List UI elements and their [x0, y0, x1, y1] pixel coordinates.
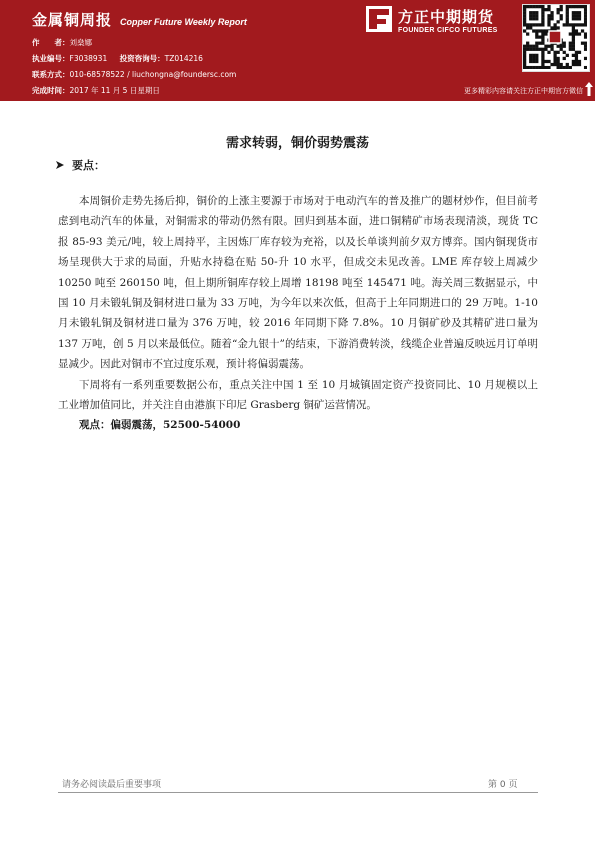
report-name-cn: 金属铜周报: [32, 11, 113, 29]
date-line: [32, 85, 160, 96]
arrow-up-icon: [585, 82, 593, 96]
wechat-follow-note: 更多精彩内容请关注方正中期官方微信: [464, 87, 583, 95]
key-points-heading: [56, 157, 105, 173]
report-name-en: Copper Future Weekly Report: [120, 17, 247, 27]
author-value: 刘燊娜: [69, 38, 92, 47]
report-header: [0, 0, 595, 101]
article-title: 需求转弱，铜价弱势震荡: [225, 136, 369, 151]
founder-logo-icon: [366, 6, 392, 32]
contact-line: [32, 69, 236, 80]
license-label: 执业编号：: [32, 54, 70, 63]
company-name-cn: 方正中期期货: [398, 8, 495, 26]
advisor-label: 投资咨询号：: [119, 54, 165, 63]
author-line: [32, 37, 92, 48]
date-value: 2017 年 11 月 5 日星期日: [69, 86, 160, 95]
license-line: [32, 53, 203, 64]
contact-label: 联系方式：: [32, 70, 70, 79]
key-points-label: 要点：: [72, 159, 105, 172]
footer-disclaimer: 请务必阅读最后重要事项: [62, 780, 162, 790]
paragraph-1: 本周铜价走势先扬后抑，铜价的上涨主要源于市场对于电动汽车的普及推广的题材炒作，但目前考虑到电动汽车的体量，对铜需求的带动仍然有限。回归到基本面，进口铜精矿市场表现清淡，现货 TC 报 85-93 美元/吨，较上周持平，主因炼厂库存较为充裕，以及长单谈判前夕双方博弈。国内铜现货市场呈现供大于求的局面，升贴水持稳在贴 50-升 10 水平，但成交未见改善。LME 库存较上周减少 10250 吨至 260150 吨，但上期所铜库存较上周增 18198 吨至 145471 吨。海关周三数据显示，中国 10 月未锻轧铜及铜材进口量为 33 万吨，为今年以来次低，但高于上年同期进口的 29 万吨。1-10 月未锻轧铜及铜材进口量为 376 万吨，较 2016 年同期下降 7.8%。10 月铜矿砂及其精矿进口量为 137 万吨，创 5 月以来最低位。随着“金九银十”的结束，下游消费转淡，线缆企业普遍反映远月订单明显减少。因此对铜市不宜过度乐观，预计将偏弱震荡。: [58, 195, 538, 371]
paragraph-2: 下周将有一系列重要数据公布，重点关注中国 1 至 10 月城镇固定资产投资同比、10 月规模以上工业增加值同比，并关注自由港旗下印尼 Grasberg 铜矿运营情况。: [58, 378, 538, 412]
author-label: 作 者：: [32, 38, 70, 47]
article-body: [58, 191, 538, 436]
page-number: 第 0 页: [488, 780, 518, 790]
view-label: 观点：: [79, 419, 111, 432]
diamond-bullet-icon: [56, 161, 64, 169]
view-line: [58, 415, 538, 435]
company-name-en: FOUNDER CIFCO FUTURES: [398, 27, 498, 34]
footer-divider: [58, 792, 538, 793]
view-value: 偏弱震荡，52500-54000: [110, 419, 241, 432]
license-value: F3038931: [69, 54, 108, 63]
advisor-value: TZ014216: [164, 54, 203, 63]
company-logo: [366, 4, 516, 40]
date-label: 完成时间：: [32, 86, 70, 95]
brand-row: [32, 9, 247, 30]
contact-value: 010-68578522 / liuchongna@foundersc.com: [69, 70, 237, 79]
wechat-qr-code-icon: [522, 4, 590, 72]
